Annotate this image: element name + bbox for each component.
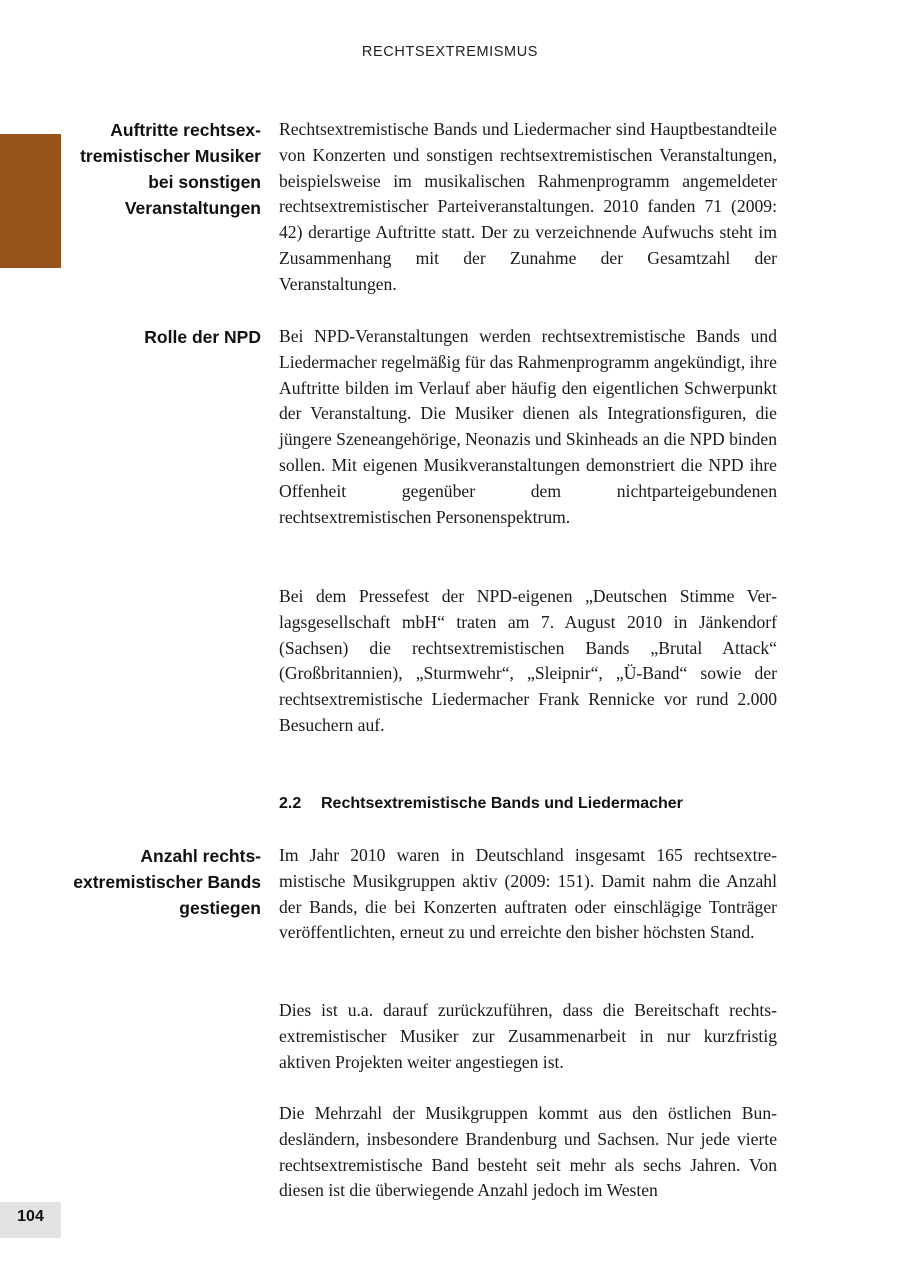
paragraph-rolle-npd: Bei NPD-Veranstaltungen werden rechtsextremistische Bands und Liedermacher regelmäßig für das Rahmenprogramm angekündigt, ihre Auftritte bilden im Verlauf aber häufig den eigentlichen Schwerpunkt der Veranstaltung. Die Musiker dienen als Integrationsfiguren, die jüngere Szeneangehörige, Neonazis und Skinheads an die NPD binden sollen. Mit eigenen Musikveranstaltungen demonstriert die NPD ihre Offenheit gegenüber dem nichtparteigebundenen rechtsextremistischen Personenspektrum. — [279, 326, 777, 527]
paragraph-pressefest: Bei dem Pressefest der NPD-eigenen „Deutschen Stimme Verlagsgesellschaft mbH“ traten am 7. August 2010 in Jänkendorf (Sachsen) die rechtsextremistischen Bands „Brutal Attack“ (Großbritannien), „Sturmwehr“, „Sleipnir“, „Ü-Band“ sowie der rechtsextremistische Liedermacher Frank Rennicke vor rund 2.000 Besuchern auf. — [279, 586, 777, 735]
section-heading — [279, 792, 777, 816]
side-heading-rolle-npd: Rolle der NPD — [144, 327, 261, 347]
section-title: Rechtsextremistische Bands und Liedermacher — [321, 795, 683, 812]
running-head: RECHTSEXTREMISMUS — [361, 44, 539, 60]
paragraph-anzahl-bands: Im Jahr 2010 waren in Deutschland insgesamt 165 rechtsextremistische Musikgruppen aktiv (2009: 151). Damit nahm die Anzahl der Bands, die bei Konzerten auftraten oder einschlägige Tonträger veröffentlichten, erneut zu und erreichte den bisher höchsten Stand. — [279, 845, 777, 943]
chapter-tab-marker — [0, 134, 61, 268]
page-number: 104 — [17, 1208, 44, 1225]
side-heading-auftritte: Auftritte rechtsextremistischer Musiker bei sonstigen Veranstaltungen — [80, 120, 261, 218]
paragraph-zusammenarbeit: Dies ist u.a. darauf zurückzuführen, dass die Bereitschaft rechtsextremistischer Musiker zur Zusammenarbeit in nur kurzfristig aktiven Projekten weiter angestiegen ist. — [279, 1000, 777, 1072]
paragraph-musikgruppen: Die Mehrzahl der Musikgruppen kommt aus den östlichen Bundesländern, insbesondere Brandenburg und Sachsen. Nur jede vierte rechtsextremistische Band besteht seit mehr als sechs Jahren. Von diesen ist die überwiegende Anzahl jedoch im Westen — [279, 1103, 777, 1201]
section-number: 2.2 — [279, 795, 302, 812]
paragraph-auftritte: Rechtsextremistische Bands und Liedermacher sind Hauptbestandteile von Konzerten und sonstigen rechtsextremistischen Veranstaltungen, beispielsweise im musikalischen Rahmenprogramm angemeldeter rechtsextremistischer Parteiveranstaltungen. 2010 fanden 71 (2009: 42) derartige Auftritte statt. Der zu verzeichnende Aufwuchs steht im Zusammenhang mit der Zunahme der Gesamtzahl der Veranstaltungen. — [279, 119, 777, 294]
side-heading-anzahl-bands: Anzahl rechtsextremistischer Bands gestiegen — [73, 846, 261, 918]
